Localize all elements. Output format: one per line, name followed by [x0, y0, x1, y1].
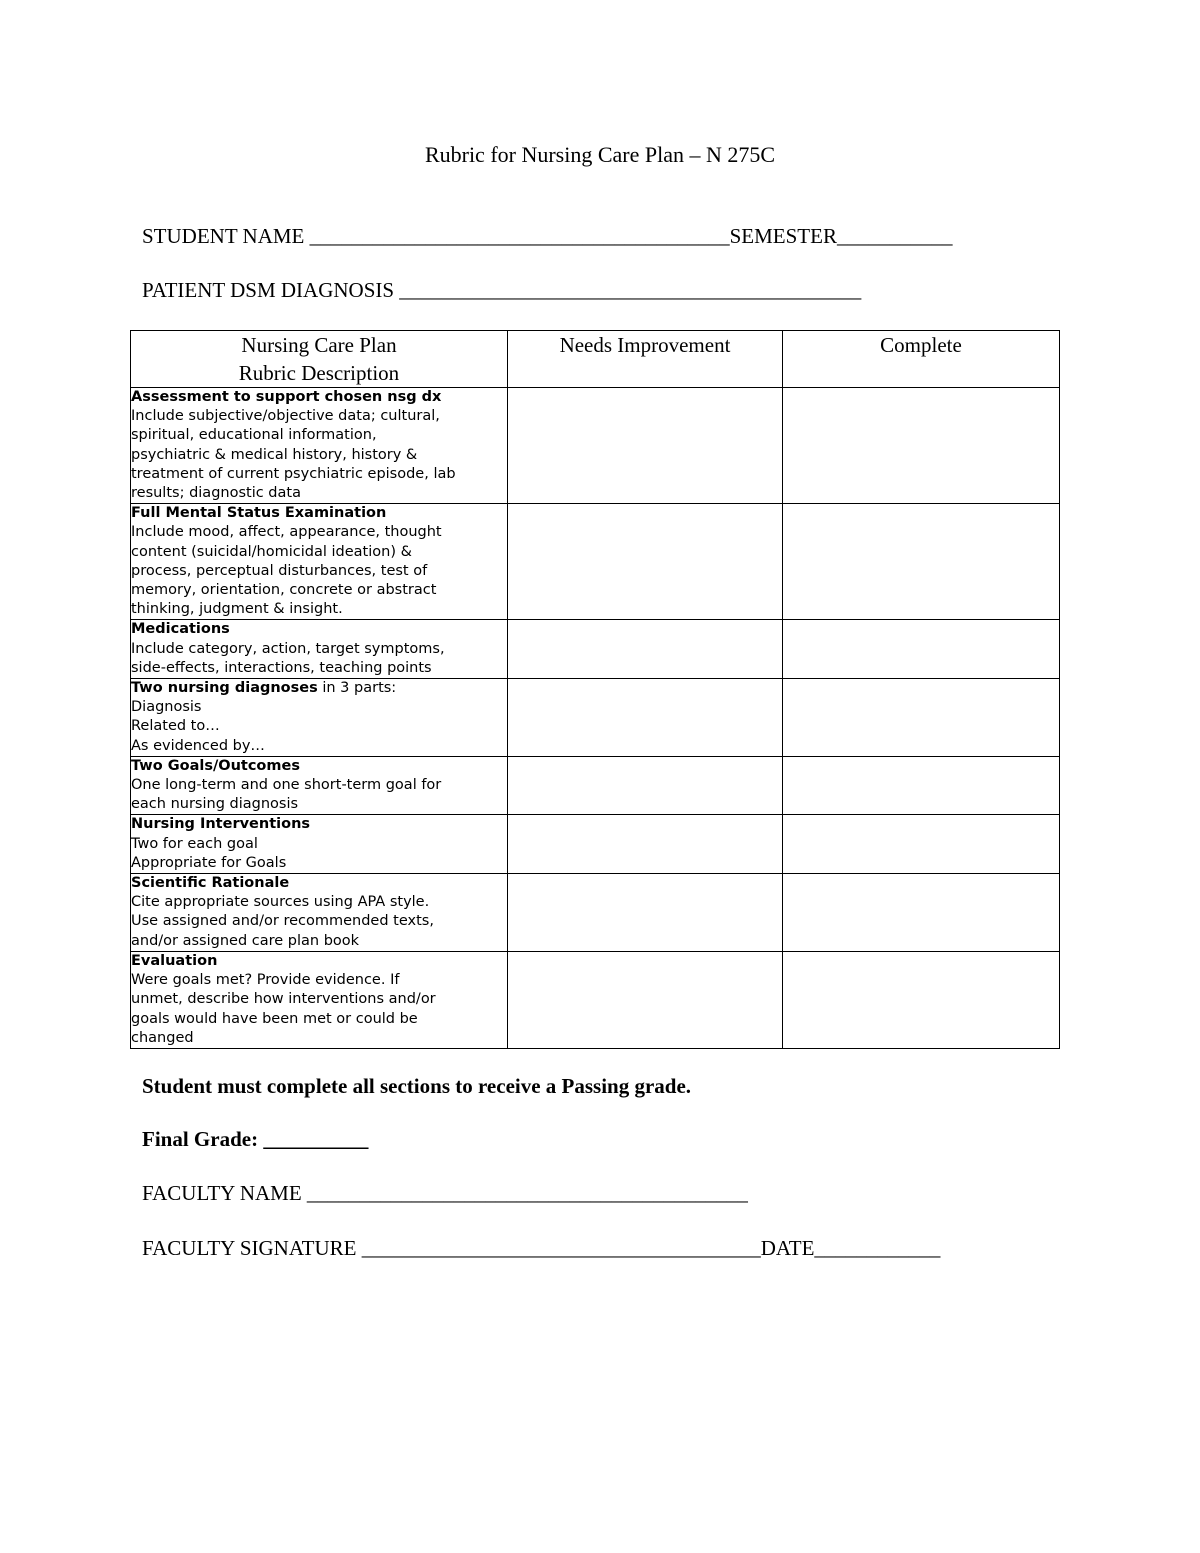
criterion-detail-line: Appropriate for Goals — [131, 854, 287, 871]
criterion-detail-line: and/or assigned care plan book — [131, 932, 360, 949]
criterion-detail-line: results; diagnostic data — [131, 485, 301, 502]
faculty-signature-line — [142, 1236, 940, 1261]
complete-cell[interactable] — [783, 504, 1060, 620]
criterion-title: Two Goals/Outcomes — [131, 757, 300, 774]
criterion-title: Two nursing diagnoses — [131, 680, 318, 697]
complete-cell[interactable] — [783, 951, 1060, 1048]
criterion-description — [131, 504, 508, 620]
criterion-title: Scientific Rationale — [131, 875, 290, 892]
criterion-title-line — [131, 952, 507, 971]
table-row — [131, 620, 1060, 679]
needs-improvement-cell[interactable] — [508, 620, 783, 679]
criterion-title-line — [131, 504, 507, 523]
criterion-title-line — [131, 815, 507, 834]
semester-field: SEMESTER___________ — [729, 224, 953, 248]
criterion-detail-line: memory, orientation, concrete or abstract — [131, 582, 437, 599]
table-row — [131, 815, 1060, 874]
criterion-detail-line: changed — [131, 1029, 194, 1046]
criterion-title-line — [131, 388, 507, 407]
criterion-title: Nursing Interventions — [131, 816, 311, 833]
complete-cell[interactable] — [783, 756, 1060, 815]
passing-note: Student must complete all sections to receive a Passing grade. — [142, 1074, 692, 1098]
needs-improvement-cell[interactable] — [508, 951, 783, 1048]
student-semester-line — [142, 224, 952, 249]
criterion-description — [131, 679, 508, 757]
rubric-body — [131, 388, 1060, 1049]
criterion-title-line — [131, 874, 507, 893]
criterion-detail-line: Use assigned and/or recommended texts, — [131, 913, 434, 930]
criterion-description — [131, 620, 508, 679]
needs-improvement-cell[interactable] — [508, 504, 783, 620]
criterion-title: Evaluation — [131, 952, 218, 969]
criterion-detail-line: goals would have been met or could be — [131, 1010, 418, 1027]
criterion-detail-line: unmet, describe how interventions and/or — [131, 991, 436, 1008]
criterion-description — [131, 874, 508, 952]
criterion-detail-line: treatment of current psychiatric episode, lab — [131, 465, 456, 482]
header-description-line2: Rubric Description — [238, 361, 400, 385]
criterion-description — [131, 815, 508, 874]
criterion-title-line — [131, 757, 507, 776]
needs-improvement-cell[interactable] — [508, 815, 783, 874]
criterion-title-line — [131, 620, 507, 639]
header-description-line1: Nursing Care Plan — [241, 333, 397, 357]
date-field: DATE____________ — [760, 1236, 941, 1260]
table-row — [131, 504, 1060, 620]
criterion-title-suffix: in 3 parts: — [317, 680, 397, 697]
criterion-detail-line: each nursing diagnosis — [131, 796, 299, 813]
criterion-detail-line: Two for each goal — [131, 835, 258, 852]
criterion-description — [131, 756, 508, 815]
student-name-field: STUDENT NAME ________________________________________ — [142, 224, 730, 248]
criterion-detail-line: Cite appropriate sources using APA style. — [131, 894, 430, 911]
document-title: Rubric for Nursing Care Plan – N 275C — [424, 142, 776, 167]
header-description — [131, 331, 508, 388]
faculty-name-field: FACULTY NAME __________________________________________ — [142, 1181, 748, 1205]
header-complete: Complete — [783, 331, 1060, 388]
needs-improvement-cell[interactable] — [508, 679, 783, 757]
table-row — [131, 951, 1060, 1048]
criterion-title: Assessment to support chosen nsg dx — [131, 389, 442, 405]
criterion-detail-line: Related to… — [131, 718, 220, 735]
rubric-table — [130, 330, 1060, 1049]
table-header-row — [131, 331, 1060, 388]
table-row — [131, 388, 1060, 504]
criterion-detail-line: One long-term and one short-term goal for — [131, 777, 442, 794]
criterion-description — [131, 388, 508, 504]
complete-cell[interactable] — [783, 874, 1060, 952]
criterion-title-line — [131, 679, 507, 698]
needs-improvement-cell[interactable] — [508, 874, 783, 952]
final-grade-field: Final Grade: __________ — [142, 1127, 369, 1151]
criterion-detail-line: Include mood, affect, appearance, thought — [131, 524, 442, 541]
criterion-detail-line: psychiatric & medical history, history & — [131, 446, 418, 463]
criterion-detail-line: process, perceptual disturbances, test of — [131, 562, 428, 579]
criterion-title: Medications — [131, 621, 230, 638]
complete-cell[interactable] — [783, 815, 1060, 874]
criterion-detail-line: Were goals met? Provide evidence. If — [131, 972, 400, 989]
criterion-description — [131, 951, 508, 1048]
complete-cell[interactable] — [783, 388, 1060, 504]
criterion-detail-line: As evidenced by… — [131, 737, 265, 754]
needs-improvement-cell[interactable] — [508, 756, 783, 815]
criterion-detail-line: Include subjective/objective data; cultural, — [131, 408, 440, 425]
diagnosis-field: PATIENT DSM DIAGNOSIS ____________________________________________ — [142, 278, 862, 302]
needs-improvement-cell[interactable] — [508, 388, 783, 504]
faculty-signature-field: FACULTY SIGNATURE ______________________________________ — [142, 1236, 761, 1260]
table-row — [131, 874, 1060, 952]
criterion-detail-line: spiritual, educational information, — [131, 427, 377, 444]
complete-cell[interactable] — [783, 620, 1060, 679]
criterion-detail-line: Diagnosis — [131, 699, 202, 716]
criterion-detail-line: side-effects, interactions, teaching points — [131, 659, 432, 676]
complete-cell[interactable] — [783, 679, 1060, 757]
table-row — [131, 756, 1060, 815]
criterion-detail-line: thinking, judgment & insight. — [131, 601, 343, 618]
criterion-detail-line: content (suicidal/homicidal ideation) & — [131, 543, 412, 560]
criterion-detail-line: Include category, action, target symptoms, — [131, 640, 445, 657]
criterion-title: Full Mental Status Examination — [131, 505, 387, 522]
header-needs-improvement: Needs Improvement — [508, 331, 783, 388]
table-row — [131, 679, 1060, 757]
